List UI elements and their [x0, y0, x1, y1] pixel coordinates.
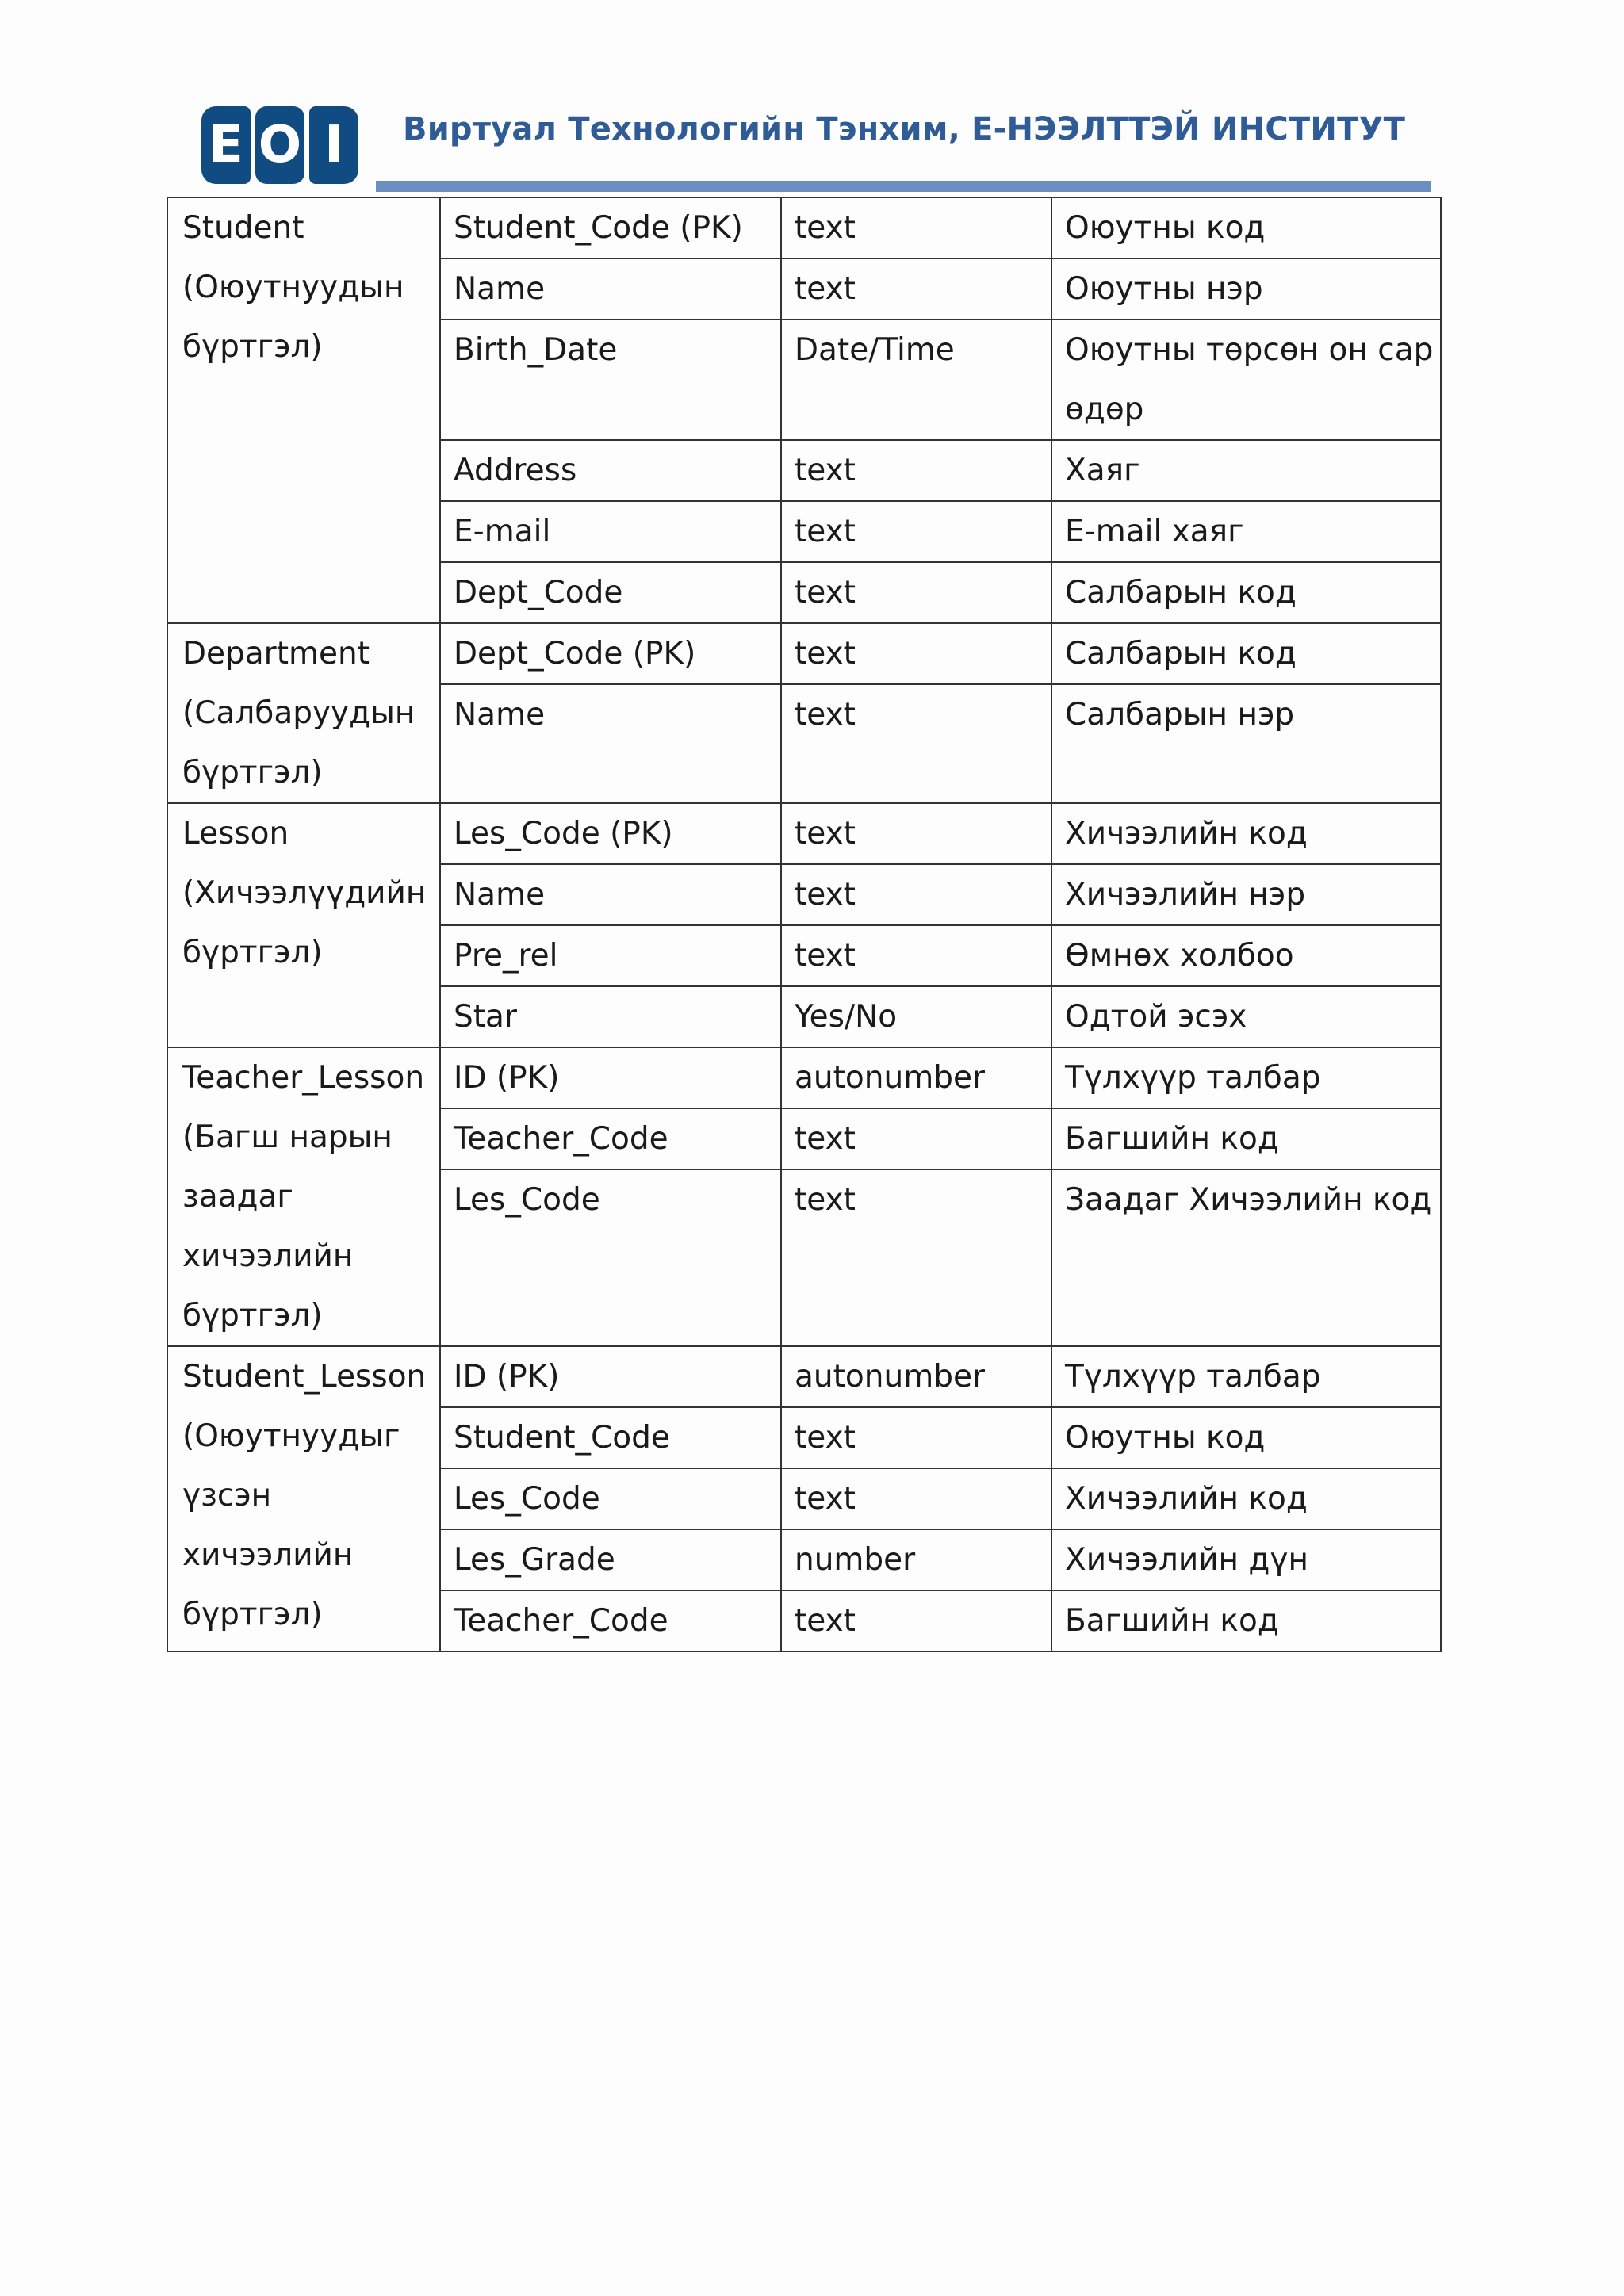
description-line: өдөр [1065, 392, 1144, 427]
description-cell [1051, 320, 1441, 440]
database-schema-table [167, 197, 1442, 1652]
table-row [167, 623, 1441, 684]
data-type-cell: text [781, 623, 1051, 684]
description-line: Оюутны нэр [1065, 271, 1263, 307]
field-name-cell: Pre_rel [440, 925, 781, 986]
entity-name-line: (Салбаруудын [182, 695, 416, 731]
description-line: Салбарын код [1065, 636, 1297, 672]
data-type-cell: text [781, 803, 1051, 864]
description-cell [1051, 1468, 1441, 1529]
field-name-cell: Star [440, 986, 781, 1047]
description-line: Оюутны төрсөн он сар [1065, 332, 1434, 368]
description-cell [1051, 1590, 1441, 1651]
data-type-cell: Yes/No [781, 986, 1051, 1047]
page-header-title: Виртуал Технологийн Тэнхим, Е-НЭЭЛТТЭЙ ИНСТИТУТ [403, 111, 1406, 147]
field-name-cell: Les_Code [440, 1468, 781, 1529]
entity-name-line: Student_Lesson [182, 1359, 427, 1395]
header-divider [376, 181, 1431, 192]
entity-name-line: Lesson [182, 816, 289, 851]
data-type-cell: text [781, 1169, 1051, 1346]
data-type-cell: text [781, 1108, 1051, 1169]
data-type-cell: autonumber [781, 1047, 1051, 1108]
data-type-cell: number [781, 1529, 1051, 1590]
field-name-cell: Name [440, 258, 781, 320]
entity-name-line: Teacher_Lesson [182, 1060, 425, 1096]
entity-cell [167, 623, 440, 803]
field-name-cell: Student_Code (PK) [440, 197, 781, 258]
description-cell [1051, 1346, 1441, 1407]
entity-name-line: заадаг [182, 1179, 293, 1215]
description-cell [1051, 562, 1441, 623]
entity-name-line: (Оюутнуудыг [182, 1418, 400, 1454]
description-cell [1051, 803, 1441, 864]
description-line: Заадаг Хичээлийн код [1065, 1182, 1432, 1218]
entity-name-line: хичээлийн [182, 1238, 354, 1274]
logo-letter-e: E [201, 106, 251, 184]
schema-table-body [167, 197, 1441, 1651]
description-line: Түлхүүр талбар [1065, 1060, 1321, 1096]
field-name-cell: Les_Grade [440, 1529, 781, 1590]
description-line: Оюутны код [1065, 1420, 1266, 1456]
entity-name-line: (Хичээлүүдийн [182, 875, 427, 911]
description-line: Хичээлийн код [1065, 1481, 1308, 1517]
data-type-cell: text [781, 197, 1051, 258]
field-name-cell: Dept_Code (PK) [440, 623, 781, 684]
data-type-cell: text [781, 440, 1051, 501]
description-line: Багшийн код [1065, 1121, 1279, 1157]
entity-name-line: хичээлийн [182, 1537, 354, 1573]
entity-name-line: Student [182, 210, 304, 246]
entity-name-line: (Багш нарын [182, 1119, 393, 1155]
logo-letter-o: O [255, 106, 304, 184]
data-type-cell: autonumber [781, 1346, 1051, 1407]
description-cell [1051, 623, 1441, 684]
field-name-cell: Name [440, 684, 781, 803]
description-line: Багшийн код [1065, 1603, 1279, 1639]
data-type-cell: Date/Time [781, 320, 1051, 440]
description-cell [1051, 197, 1441, 258]
field-name-cell: Address [440, 440, 781, 501]
description-line: Түлхүүр талбар [1065, 1359, 1321, 1395]
entity-name-line: бүртгэл) [182, 755, 323, 790]
data-type-cell: text [781, 925, 1051, 986]
description-line: Одтой эсэх [1065, 999, 1247, 1035]
description-cell [1051, 258, 1441, 320]
field-name-cell: Les_Code (PK) [440, 803, 781, 864]
description-line: Оюутны код [1065, 210, 1266, 246]
description-cell [1051, 684, 1441, 803]
entity-cell [167, 1346, 440, 1651]
entity-cell [167, 1047, 440, 1346]
field-name-cell: Birth_Date [440, 320, 781, 440]
entity-name-line: бүртгэл) [182, 329, 323, 365]
data-type-cell: text [781, 1468, 1051, 1529]
field-name-cell: Name [440, 864, 781, 925]
description-cell [1051, 864, 1441, 925]
entity-name-line: үзсэн [182, 1478, 272, 1513]
description-line: Салбарын нэр [1065, 697, 1295, 733]
field-name-cell: Les_Code [440, 1169, 781, 1346]
field-name-cell: E-mail [440, 501, 781, 562]
description-cell [1051, 1108, 1441, 1169]
description-line: Салбарын код [1065, 575, 1297, 610]
field-name-cell: Teacher_Code [440, 1108, 781, 1169]
description-cell [1051, 1529, 1441, 1590]
table-row [167, 803, 1441, 864]
description-cell [1051, 1047, 1441, 1108]
data-type-cell: text [781, 684, 1051, 803]
entity-cell [167, 197, 440, 623]
entity-name-line: бүртгэл) [182, 935, 323, 970]
data-type-cell: text [781, 562, 1051, 623]
field-name-cell: Teacher_Code [440, 1590, 781, 1651]
table-row [167, 1047, 1441, 1108]
table-row [167, 1346, 1441, 1407]
entity-name-line: бүртгэл) [182, 1298, 323, 1334]
description-line: Хичээлийн дүн [1065, 1542, 1308, 1578]
logo-letter-i: I [309, 106, 358, 184]
description-cell [1051, 440, 1441, 501]
description-cell [1051, 1407, 1441, 1468]
description-cell [1051, 501, 1441, 562]
description-line: Хаяг [1065, 453, 1140, 488]
description-line: Хичээлийн нэр [1065, 877, 1306, 913]
entity-name-line: бүртгэл) [182, 1597, 323, 1632]
description-line: Өмнөх холбоо [1065, 938, 1294, 974]
entity-cell [167, 803, 440, 1047]
eoi-logo [201, 106, 358, 184]
description-cell [1051, 925, 1441, 986]
data-type-cell: text [781, 258, 1051, 320]
data-type-cell: text [781, 1590, 1051, 1651]
description-cell [1051, 986, 1441, 1047]
field-name-cell: ID (PK) [440, 1047, 781, 1108]
data-type-cell: text [781, 501, 1051, 562]
description-line: Хичээлийн код [1065, 816, 1308, 851]
data-type-cell: text [781, 864, 1051, 925]
field-name-cell: Student_Code [440, 1407, 781, 1468]
table-row [167, 197, 1441, 258]
entity-name-line: (Оюутнуудын [182, 270, 404, 305]
field-name-cell: Dept_Code [440, 562, 781, 623]
description-line: E-mail хаяг [1065, 514, 1244, 549]
field-name-cell: ID (PK) [440, 1346, 781, 1407]
description-cell [1051, 1169, 1441, 1346]
entity-name-line: Department [182, 636, 370, 672]
data-type-cell: text [781, 1407, 1051, 1468]
